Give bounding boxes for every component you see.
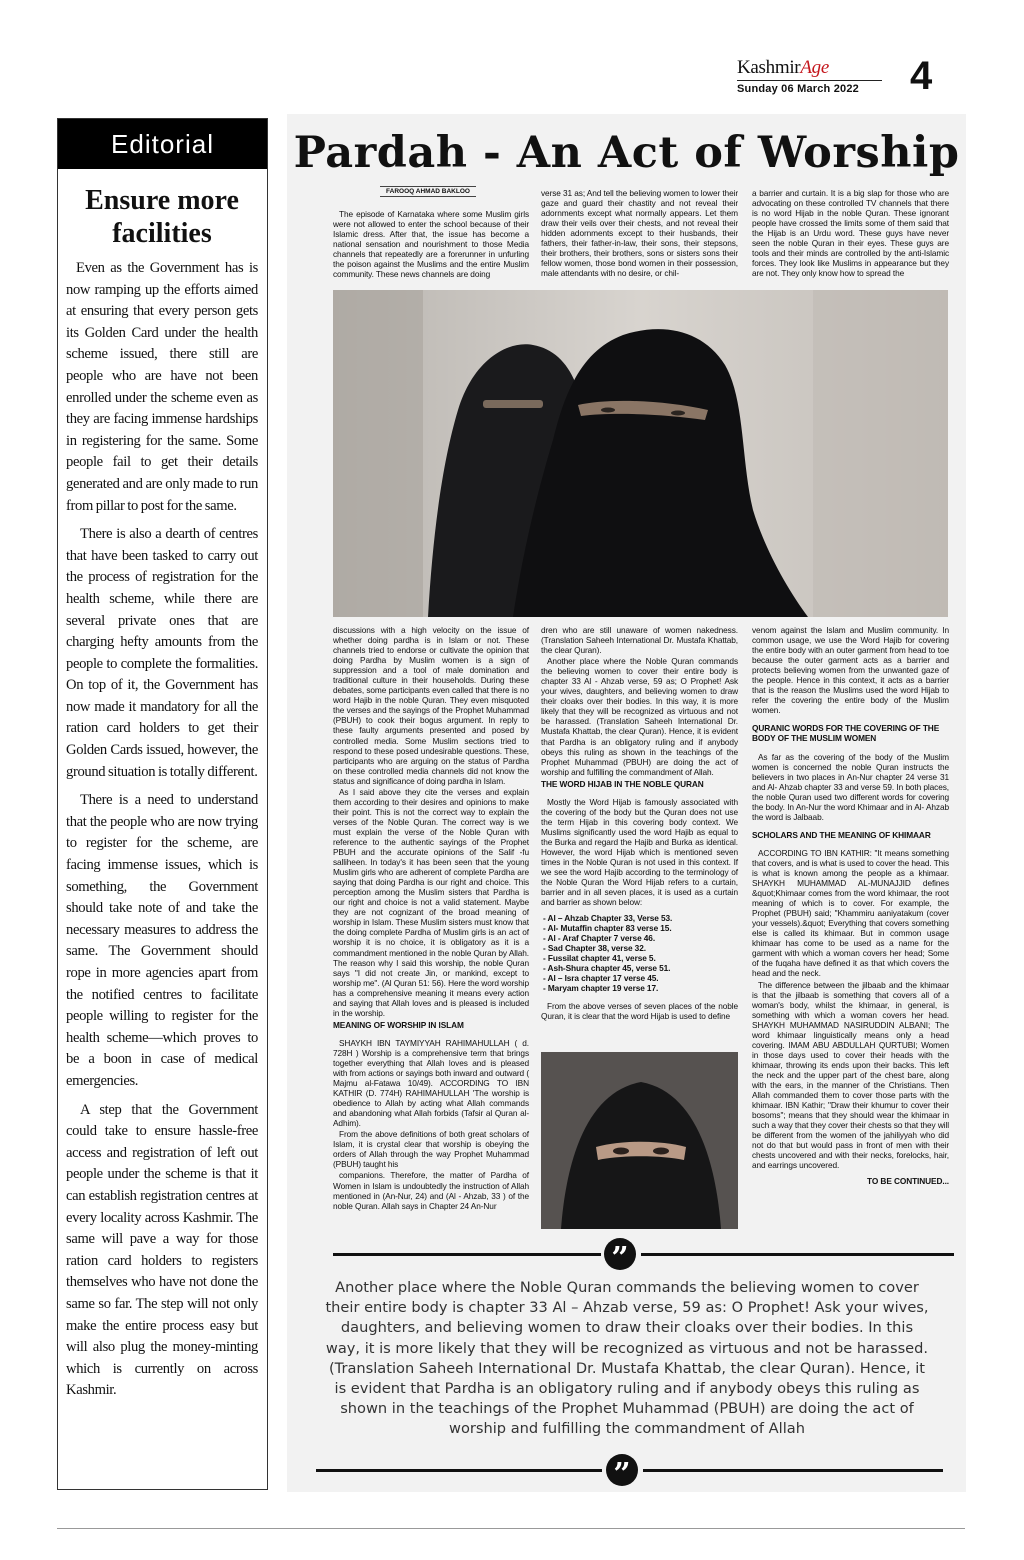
quote-rule-top-right bbox=[641, 1253, 954, 1256]
page-number: 4 bbox=[910, 54, 933, 98]
article-paragraph: Another place where the Noble Quran commands the believing women to cover their entire body is chapter 33 Al - Ahzab verse, 59 as; O Prophet! Ask your wives, daughters, and believing women to draw their cloaks over their bodies. In this way, it is more likely that they will be recognized as virtuous and not be harassed. (Translation Saheeh International Dr. Mustafa Khattab, the clear Quran). Hence, it is evident that Pardha is an obligatory ruling and if anybody obeys this ruling as shown in the teachings of the Prophet Muhammad (PBUH) are doing the act of worship and fulfilling the commandment of Allah. bbox=[541, 656, 738, 777]
article-paragraph: ACCORDING TO IBN KATHIR: "It means something that covers, and is what is used to cover the head. This is what is known among the people as a khimaar. SHAYKH MUHAMMAD AL-MUNAJJID defines &quot;Khimaar comes from the word khimaar, the root meaning of which is to cover. For example, the Prophet (PBUH) said; "Khammiru aaniyatakum (cover your vessels).&quot; Everything that covers something else is called its khimaar. But in common usage khimaar has come to be used as a name for the garment with which a woman covers her head; Some of the fuqaha have defined it as that which covers the head and the neck. bbox=[752, 847, 949, 979]
article-column-top-1 bbox=[333, 209, 529, 280]
editorial-paragraph: Even as the Government has is now ramping up the efforts aimed at ensuring that every person gets its Golden Card under the health scheme issued, there still are people who are have not been enrolled under the scheme even as they are facing immense hardships in registering for the same. Some people fail to get their details generated and are only made to run from pillar to post for the same. bbox=[66, 260, 258, 514]
article-paragraph: discussions with a high velocity on the issue of whether doing pardha is in Islam or not. These channels tried to endorse or cultivate the opinion that doing Pardha by Muslim women is a sign of suppression and a tool of male domination and traditional culture in their households. During these debates, some participants even called that there is no word Hajib in the noble Quran. They even misquoted the verses and the sayings of the Prophet Muhammad (PBUH) to cook their bogus argument. In reply to these faulty arguments presented and posed by controlled media. Some Muslim sections tried to respond to these posed undesirable questions. These, participants who are arguing on the status of Pardha on these controlled media channels did not know the status and significance of doing pardha in Islam. bbox=[333, 625, 529, 786]
article-column-lower-1 bbox=[333, 625, 529, 1212]
list-item: - Ash-Shura chapter 45, verse 51. bbox=[543, 963, 671, 974]
quote-icon: ” bbox=[604, 1238, 636, 1270]
list-item: - Al – Ahzab Chapter 33, Verse 53. bbox=[543, 913, 673, 924]
portrait-illustration bbox=[541, 1052, 738, 1229]
quote-rule-bottom-left bbox=[316, 1469, 602, 1472]
to-be-continued: TO BE CONTINUED... bbox=[867, 1176, 949, 1187]
article-column-lower-2 bbox=[541, 625, 738, 1022]
section-heading: SCHOLARS AND THE MEANING OF KHIMAAR bbox=[752, 829, 931, 840]
article-column-top-2 bbox=[541, 188, 738, 279]
page-footer-rule bbox=[57, 1528, 965, 1529]
article-paragraph: From the above definitions of both great scholars of Islam, it is crystal clear that worship is obeying the orders of Allah through the way Prophet Muhammad (PBUH) taught his bbox=[333, 1129, 529, 1170]
article-photo-veiled-women bbox=[333, 290, 948, 617]
article-paragraph: From the above verses of seven places of the noble Quran, it is clear that the word Hijab is used to define bbox=[541, 1001, 738, 1022]
list-item: - Maryam chapter 19 verse 17. bbox=[543, 983, 659, 994]
list-item: - Al - Araf Chapter 7 verse 46. bbox=[543, 933, 656, 944]
brand-accent: Age bbox=[800, 57, 829, 78]
article-paragraph: Mostly the Word Hijab is famously associated with the covering of the body but the Quran does not use the term Hijab in this covering body context. We Muslims significantly used the word Hajib as equal to the Burka and regard the Hajib and Burka as identical. However, the word Hijab which is mentioned seven times in the Noble Quran is not used in this context. If we see the word Hajib according to the terminology of the Noble Quran the Word Hijab refers to a curtain, barrier and in all seven places, it is used as a curtain and barrier as shown below: bbox=[541, 796, 738, 908]
editorial-section-label: Editorial bbox=[58, 119, 267, 169]
section-heading: THE WORD HIJAB IN THE NOBLE QURAN bbox=[541, 778, 704, 789]
editorial-paragraph: There is a need to understand that the people who are now trying to register for the scheme, are facing immense issues, which is something, the Government should take note of and take the necessary measures to address the same. The Government should rope in more agencies apart from the notified centres to facilitate people willing to register for the health scheme—which proves to be a boon in case of medical emergencies. bbox=[66, 792, 258, 1089]
editorial-paragraph: There is also a dearth of centres that have been tasked to carry out the process of registration for the health scheme, while there are several private ones that are charging hefty amounts from the people to complete the formalities. On top of it, the Government has now made it mandatory for all the ration card holders to get their Golden Cards issued, however, the ground situation is totally different. bbox=[66, 526, 258, 780]
article-paragraph: The difference between the jilbaab and the khimaar is that the jilbaab is something that covers all of a woman's body, whilst the khimaar, in general, is something with which a woman covers her head. SHAYKH MUHAMMAD NASIRUDDIN ALBANI; The word khimaar linguistically means only a head covering. IMAM ABU ABDULLAH QURTUBI; Women in those days used to cover their heads with the khimaar, throwing its ends upon their backs. This left the neck and the upper part of the chest bare, along with the ears, in the manner of the Christians. Then Allah commanded them to cover those parts with the khimaar. IBN Kathir; "Draw their khumur to cover their bosoms"; means that they should wear the khimaar in such a way that they cover their chests so that they will be different from the women of the jahiliyyah who did not do that but would pass in front of men with their chests uncovered and with their necks, forelocks, hair, and earrings uncovered. bbox=[752, 979, 949, 1171]
masthead-rule bbox=[737, 80, 882, 81]
article-paragraph: a barrier and curtain. It is a big slap for those who are advocating on these controlled TV channels that there is no word Hijab in the noble Quran. These ignorant people have crossed the limits some of them said that the Hijab is an Urdu word. These guys have never seen the noble Quran in their eyes. These guys are tools and their minds are controlled by the anti-Islamic forces. They look like Muslims in appearance but they are not. They only know how to spread the bbox=[752, 188, 949, 279]
issue-date: Sunday 06 March 2022 bbox=[737, 83, 860, 95]
article-paragraph: dren who are still unaware of women nakedness. (Translation Saheeh International Dr. Mustafa Khattab, the clear Quran). bbox=[541, 625, 738, 656]
article-column-lower-3 bbox=[752, 625, 949, 1187]
quote-rule-top-left bbox=[333, 1253, 601, 1256]
masthead bbox=[737, 58, 882, 95]
editorial-body bbox=[66, 258, 258, 1409]
quote-rule-bottom-right bbox=[643, 1469, 943, 1472]
quote-icon: ” bbox=[606, 1454, 638, 1486]
article-column-top-3 bbox=[752, 188, 949, 279]
list-item: - Al- Mutaffin chapter 83 verse 15. bbox=[543, 923, 672, 934]
article-title: Pardah - An Act of Worship bbox=[293, 128, 960, 178]
article-paragraph: As I said above they cite the verses and explain them according to their desires and opinions to make their point. This is not the correct way to explain the verses of the Noble Quran. The correct way is we must explain the verse of the Noble Quran with reference to the authentic sayings of the Prophet PBUH and the accurate opinions of the Salif -fu salliheen. In today's it has been seen that the young Muslim girls who are adherent of complete Pardha are saying that doing Pardha is our right and choice. This perception among the Muslim sisters that Pardha is our right and choice is not a valid statement. Maybe they are not cognizant of the broad meaning of worship in Islam. These Muslim sisters must know that the doing complete Pardha of Muslim girls is an act of worship it is no choice, it is obligatory as it is a commandment mentioned in the noble Quran by Allah. The reason why I said this worship, the noble Quran says "I did not create Jin, or mankind, except to worship me". (Al Quran 51: 56). Here the word worship has a comprehensive meaning it means every action and saying that Allah loves and is pleased is included in the worship. bbox=[333, 786, 529, 1018]
list-item: - Sad Chapter 38, verse 32. bbox=[543, 943, 646, 954]
article-paragraph: As far as the covering of the body of the Muslim women is concerned the noble Quran instructs the believers in two places in An-Nur chapter 24 verse 31 and Al- Ahzab chapter 33 and verse 59. In both places, the noble Quran used two different words for covering the body. In An-Nur the word Khimaar and in Al- Ahzab the word is Jalbaab. bbox=[752, 751, 949, 822]
article-paragraph: SHAYKH IBN TAYMIYYAH RAHIMAHULLAH ( d. 728H ) Worship is a comprehensive term that brings together everything that Allah loves and is pleased with from actions or sayings both inward and outward ( Majmu al-Fatawa 10/49). ACCORDING TO IBN KATHIR (D. 774H) RAHIMAHULLAH 'The worship is obedience to Allah by acting what Allah commands and abandoning what Allah forbids (Tafsir al Quran al- Adhim). bbox=[333, 1037, 529, 1129]
article-paragraph: venom against the Islam and Muslim community. In common usage, we use the Word Hajib for covering the entire body with an outer garment from head to toe because the outer garment acts as a barrier and protects believing women from the unwanted gaze of the people. Hence in this context, it acts as a barrier that is the reason the Muslims used the word Hijab to refer the covering the entire body of the Muslim women. bbox=[752, 625, 949, 716]
list-item: - Al – Isra chapter 17 verse 45. bbox=[543, 973, 659, 984]
article-paragraph: verse 31 as; And tell the believing women to lower their gaze and guard their chastity and not reveal their adornments except what normally appears. Let them draw their veils over their chests, and not reveal their hidden adornments except to their husbands, their fathers, their father-in-law, their sons, their stepsons, their brothers, their brothers, sons or sisters sons their fellow women, those bond women in their possession, male attendants with no desire, or chil- bbox=[541, 188, 738, 279]
article-paragraph: companions. Therefore, the matter of Pardha of Women in Islam is undoubtedly the instruction of Allah mentioned in (An-Nur, 24) and (Al - Ahzab, 33 ) of the noble Quran. Allah says in Chapter 24 An-Nur bbox=[333, 1170, 529, 1211]
brand-main: Kashmir bbox=[737, 57, 801, 78]
section-heading: MEANING OF WORSHIP IN ISLAM bbox=[333, 1019, 464, 1030]
article-paragraph: The episode of Karnataka where some Muslim girls were not allowed to enter the school because of their Islamic dress. After that, the issue has become a national sensation and nourishment to those Media channels that repeatedly are a forerunner in unfurling the poison against the Muslims and the entire Muslim community. These news channels are doing bbox=[333, 209, 529, 280]
editorial-title: Ensure more facilities bbox=[85, 185, 239, 249]
verse-list bbox=[543, 913, 738, 993]
section-heading: QURANIC WORDS FOR THE COVERING OF THE BODY OF THE MUSLIM WOMEN bbox=[752, 723, 940, 744]
newspaper-logo bbox=[737, 58, 882, 78]
pull-quote-text: Another place where the Noble Quran commands the believing women to cover their entire body is chapter 33 Al – Ahzab verse, 59 as: O Prophet! Ask your wives, daughters, and believing women to draw their cloaks over their bodies. In this way, it is more likely that they will be recognized as virtuous and not be harassed. (Translation Saheeh International Dr. Mustafa Khattab, the clear Quran). Hence, it is evident that Pardha is an obligatory ruling and if anybody obeys this ruling as shown in the teachings of the Prophet Muhammad (PBUH) are doing the act of worship and fulfilling the commandment of Allah bbox=[325, 1279, 929, 1438]
photo-illustration bbox=[333, 290, 948, 617]
article-photo-veiled-woman-portrait bbox=[541, 1052, 738, 1229]
article-byline: FAROOQ AHMAD BAKLOO bbox=[380, 186, 476, 197]
editorial-paragraph: A step that the Government could take to ensure hassle-free access and registration of left out people under the scheme is that it can establish registration centres at every locality across Kashmir. The same will pave a way for those ration card holders to registers themselves who have not done the same so far. The step will not only make the entire process easy but will also plug the money-minting which is currently on across Kashmir. bbox=[66, 1101, 258, 1399]
list-item: - Fussilat chapter 41, verse 5. bbox=[543, 953, 656, 964]
